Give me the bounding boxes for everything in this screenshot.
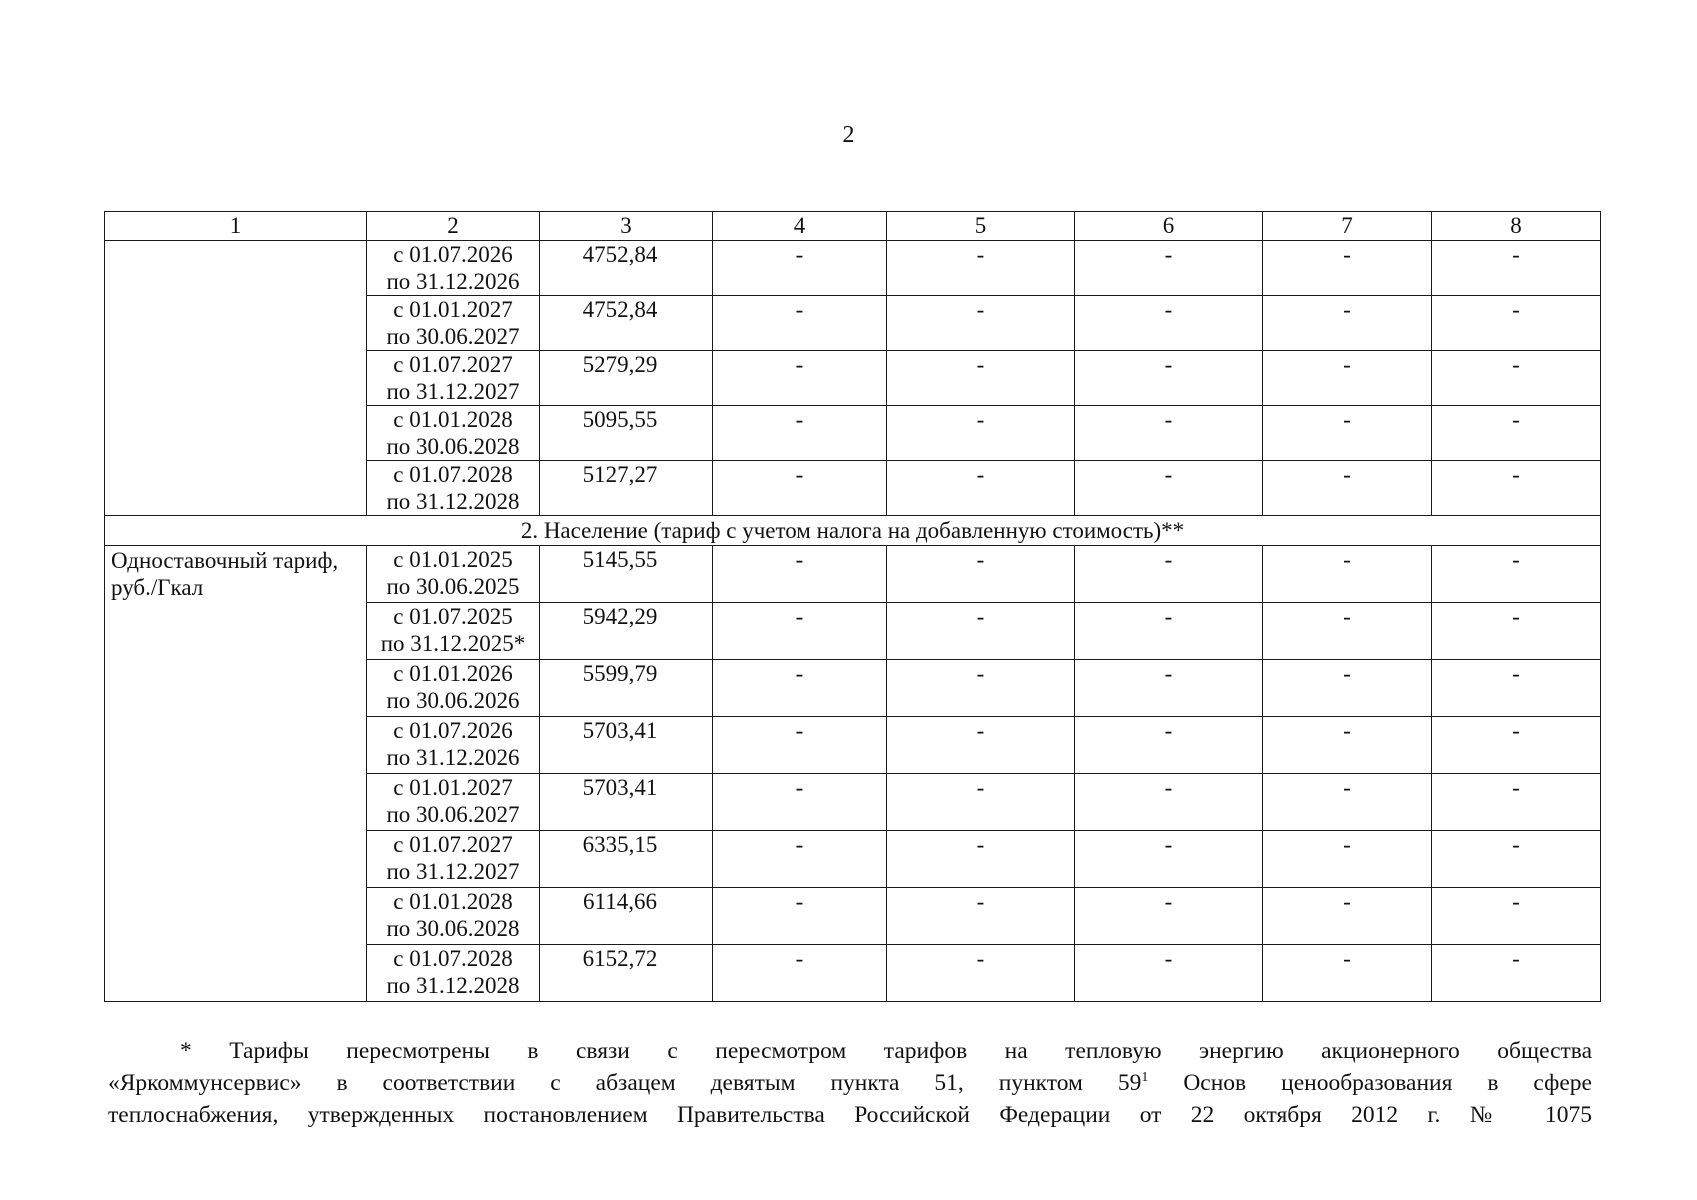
period-cell bbox=[367, 660, 540, 717]
empty-value-cell: - bbox=[713, 888, 887, 945]
empty-value-cell: - bbox=[887, 831, 1075, 888]
period-to: по 31.12.2026 bbox=[386, 745, 520, 770]
empty-value-cell: - bbox=[1432, 241, 1601, 296]
empty-value-cell: - bbox=[1432, 774, 1601, 831]
period-from: с 01.01.2025 bbox=[393, 547, 513, 572]
empty-value-cell: - bbox=[1075, 831, 1263, 888]
empty-value-cell: - bbox=[887, 945, 1075, 1002]
empty-value-cell: - bbox=[887, 296, 1075, 351]
empty-value-cell: - bbox=[887, 351, 1075, 406]
period-cell bbox=[367, 717, 540, 774]
tariff-value-cell: 5703,41 bbox=[540, 774, 713, 831]
period-to: по 30.06.2028 bbox=[386, 916, 520, 941]
tariff-value-cell: 5703,41 bbox=[540, 717, 713, 774]
period-to: по 31.12.2027 bbox=[386, 859, 520, 884]
tariff-value-cell: 5279,29 bbox=[540, 351, 713, 406]
period-cell bbox=[367, 603, 540, 660]
period-to: по 31.12.2028 bbox=[386, 973, 520, 998]
period-from: с 01.01.2028 bbox=[393, 889, 513, 914]
empty-value-cell: - bbox=[1075, 461, 1263, 516]
empty-value-cell: - bbox=[1263, 241, 1432, 296]
empty-value-cell: - bbox=[713, 461, 887, 516]
footnote-line bbox=[108, 1067, 1592, 1099]
empty-value-cell: - bbox=[1075, 603, 1263, 660]
column-header: 5 bbox=[887, 212, 1075, 241]
period-to: по 31.12.2027 bbox=[386, 379, 520, 404]
period-from: с 01.01.2027 bbox=[393, 775, 513, 800]
footnote-text: Основ ценообразования в сфере bbox=[1148, 1070, 1592, 1096]
period-to: по 30.06.2026 bbox=[386, 688, 520, 713]
period-from: с 01.07.2028 bbox=[393, 462, 513, 487]
period-to: по 30.06.2027 bbox=[386, 324, 520, 349]
empty-value-cell: - bbox=[1075, 351, 1263, 406]
column-header: 2 bbox=[367, 212, 540, 241]
table-row bbox=[105, 241, 1601, 296]
empty-value-cell: - bbox=[1432, 461, 1601, 516]
empty-value-cell: - bbox=[887, 546, 1075, 603]
empty-value-cell: - bbox=[713, 717, 887, 774]
period-from: с 01.07.2026 bbox=[393, 718, 513, 743]
empty-value-cell: - bbox=[713, 546, 887, 603]
empty-value-cell: - bbox=[713, 351, 887, 406]
table-header-row bbox=[105, 212, 1601, 241]
category-cell: Одноставочный тариф, руб./Гкал bbox=[105, 546, 367, 1002]
empty-value-cell: - bbox=[713, 774, 887, 831]
period-to: по 30.06.2027 bbox=[386, 802, 520, 827]
column-header: 7 bbox=[1263, 212, 1432, 241]
empty-value-cell: - bbox=[1075, 546, 1263, 603]
empty-value-cell: - bbox=[1075, 945, 1263, 1002]
empty-value-cell: - bbox=[713, 831, 887, 888]
footnote-text: «Яркоммунсервис» в соответствии с абзацем девятым пункта 51, пунктом 59 bbox=[108, 1070, 1142, 1096]
empty-value-cell: - bbox=[1263, 603, 1432, 660]
period-cell bbox=[367, 241, 540, 296]
empty-value-cell: - bbox=[1075, 660, 1263, 717]
empty-value-cell: - bbox=[713, 660, 887, 717]
period-cell bbox=[367, 546, 540, 603]
empty-value-cell: - bbox=[1263, 296, 1432, 351]
empty-value-cell: - bbox=[1263, 546, 1432, 603]
period-cell bbox=[367, 945, 540, 1002]
empty-value-cell: - bbox=[1075, 406, 1263, 461]
empty-value-cell: - bbox=[887, 717, 1075, 774]
period-from: с 01.07.2025 bbox=[393, 604, 513, 629]
footnote-line: теплоснабжения, утвержденных постановлением Правительства Российской Федерации от 22 октября 2012 г. № 1075 bbox=[108, 1102, 1592, 1128]
period-cell bbox=[367, 774, 540, 831]
tariff-value-cell: 4752,84 bbox=[540, 296, 713, 351]
empty-value-cell: - bbox=[1432, 717, 1601, 774]
empty-value-cell: - bbox=[887, 660, 1075, 717]
page-number: 2 bbox=[842, 122, 855, 148]
empty-value-cell: - bbox=[1432, 351, 1601, 406]
period-from: с 01.07.2028 bbox=[393, 946, 513, 971]
period-from: с 01.01.2028 bbox=[393, 407, 513, 432]
period-from: с 01.07.2027 bbox=[393, 352, 513, 377]
period-from: с 01.01.2026 bbox=[393, 661, 513, 686]
period-cell bbox=[367, 296, 540, 351]
empty-value-cell: - bbox=[1263, 461, 1432, 516]
empty-value-cell: - bbox=[1432, 831, 1601, 888]
period-cell bbox=[367, 406, 540, 461]
empty-value-cell: - bbox=[1263, 351, 1432, 406]
empty-value-cell: - bbox=[1263, 406, 1432, 461]
footnote-superscript: 1 bbox=[1141, 1070, 1149, 1085]
period-to: по 30.06.2028 bbox=[386, 434, 520, 459]
empty-value-cell: - bbox=[887, 603, 1075, 660]
empty-value-cell: - bbox=[713, 296, 887, 351]
empty-value-cell: - bbox=[1263, 831, 1432, 888]
empty-value-cell: - bbox=[1432, 660, 1601, 717]
empty-value-cell: - bbox=[1263, 717, 1432, 774]
period-to: по 30.06.2025 bbox=[386, 574, 520, 599]
tariff-value-cell: 5599,79 bbox=[540, 660, 713, 717]
footnote bbox=[108, 1035, 1592, 1131]
tariff-value-cell: 6335,15 bbox=[540, 831, 713, 888]
empty-value-cell: - bbox=[1432, 406, 1601, 461]
period-to: по 31.12.2025* bbox=[380, 631, 526, 656]
tariff-value-cell: 6114,66 bbox=[540, 888, 713, 945]
footnote-line: * Тарифы пересмотрены в связи с пересмотром тарифов на тепловую энергию акционерного общества bbox=[180, 1038, 1592, 1064]
empty-value-cell: - bbox=[1263, 888, 1432, 945]
empty-value-cell: - bbox=[1263, 660, 1432, 717]
empty-value-cell: - bbox=[713, 945, 887, 1002]
period-to: по 31.12.2026 bbox=[386, 269, 520, 294]
tariff-table bbox=[104, 211, 1601, 1002]
empty-value-cell: - bbox=[1432, 546, 1601, 603]
empty-value-cell: - bbox=[1263, 774, 1432, 831]
period-from: с 01.07.2026 bbox=[393, 242, 513, 267]
empty-value-cell: - bbox=[1075, 717, 1263, 774]
section-header-row bbox=[105, 516, 1601, 546]
period-cell bbox=[367, 888, 540, 945]
empty-value-cell: - bbox=[1075, 296, 1263, 351]
column-header: 4 bbox=[713, 212, 887, 241]
empty-value-cell: - bbox=[887, 888, 1075, 945]
column-header: 3 bbox=[540, 212, 713, 241]
tariff-value-cell: 5145,55 bbox=[540, 546, 713, 603]
empty-value-cell: - bbox=[1075, 888, 1263, 945]
empty-value-cell: - bbox=[887, 406, 1075, 461]
period-to: по 31.12.2028 bbox=[386, 489, 520, 514]
empty-value-cell: - bbox=[887, 774, 1075, 831]
empty-value-cell: - bbox=[887, 241, 1075, 296]
empty-value-cell: - bbox=[1432, 296, 1601, 351]
empty-value-cell: - bbox=[1075, 241, 1263, 296]
section-title: 2. Население (тариф с учетом налога на добавленную стоимость)** bbox=[105, 516, 1601, 546]
empty-value-cell: - bbox=[1432, 945, 1601, 1002]
period-from: с 01.01.2027 bbox=[393, 297, 513, 322]
table-row bbox=[105, 546, 1601, 603]
tariff-value-cell: 5942,29 bbox=[540, 603, 713, 660]
category-cell bbox=[105, 241, 367, 516]
empty-value-cell: - bbox=[1432, 603, 1601, 660]
empty-value-cell: - bbox=[1263, 945, 1432, 1002]
empty-value-cell: - bbox=[713, 241, 887, 296]
period-cell bbox=[367, 461, 540, 516]
empty-value-cell: - bbox=[713, 603, 887, 660]
tariff-value-cell: 6152,72 bbox=[540, 945, 713, 1002]
column-header: 6 bbox=[1075, 212, 1263, 241]
column-header: 8 bbox=[1432, 212, 1601, 241]
empty-value-cell: - bbox=[1075, 774, 1263, 831]
period-from: с 01.07.2027 bbox=[393, 832, 513, 857]
column-header: 1 bbox=[105, 212, 367, 241]
empty-value-cell: - bbox=[887, 461, 1075, 516]
empty-value-cell: - bbox=[713, 406, 887, 461]
period-cell bbox=[367, 831, 540, 888]
period-cell bbox=[367, 351, 540, 406]
tariff-value-cell: 4752,84 bbox=[540, 241, 713, 296]
empty-value-cell: - bbox=[1432, 888, 1601, 945]
tariff-value-cell: 5127,27 bbox=[540, 461, 713, 516]
tariff-value-cell: 5095,55 bbox=[540, 406, 713, 461]
